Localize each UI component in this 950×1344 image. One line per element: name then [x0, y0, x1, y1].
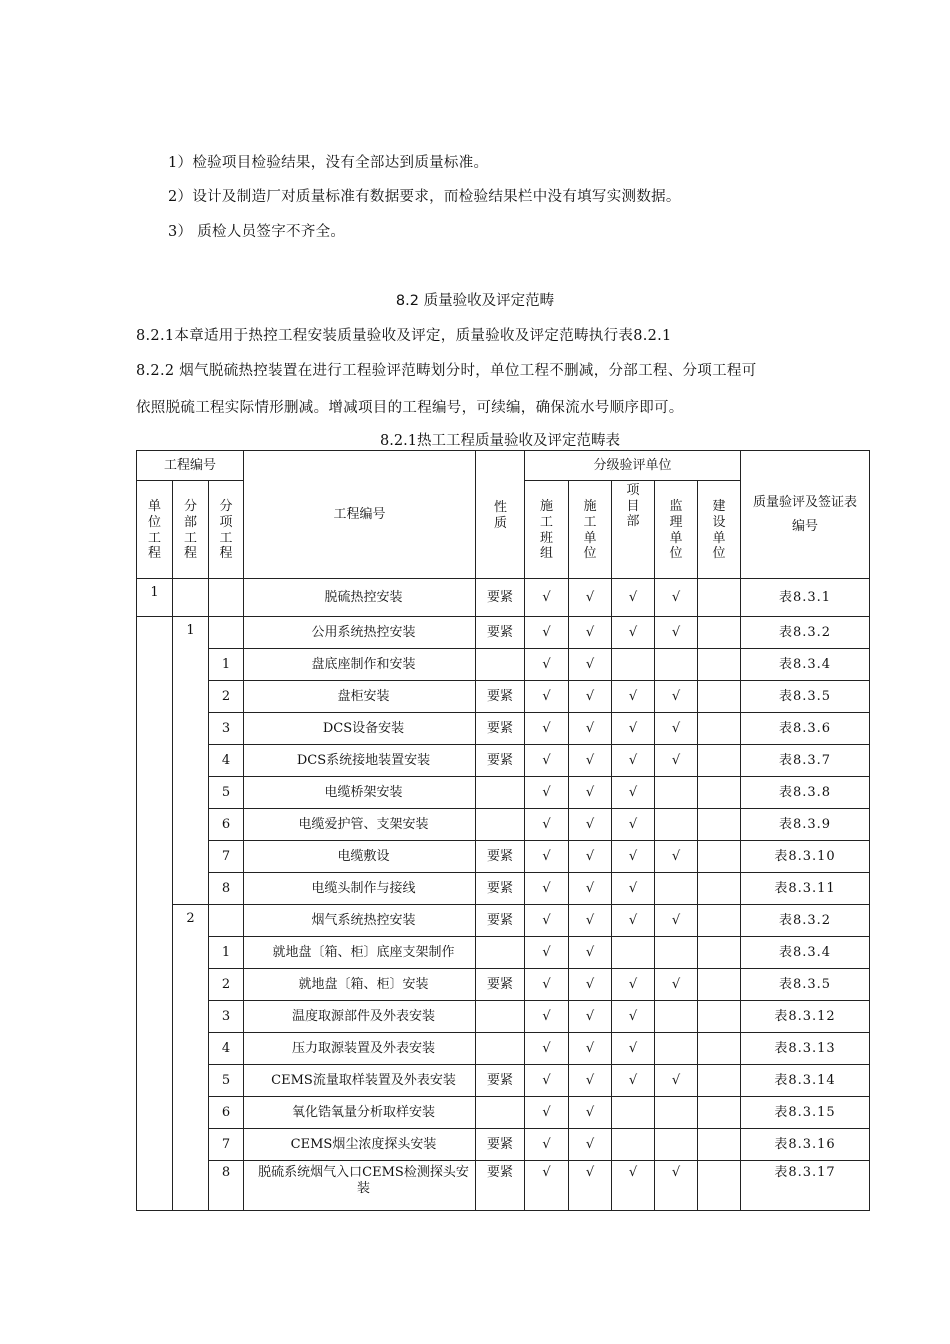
cell-unit-span [137, 617, 173, 1211]
cell-contractor: √ [569, 1033, 612, 1065]
cell-item: 8 [209, 1161, 244, 1211]
cell-supervisor [655, 1129, 698, 1161]
cell-project-dept: √ [612, 1065, 655, 1097]
cell-contractor: √ [569, 1161, 612, 1211]
cell-supervisor: √ [655, 969, 698, 1001]
cell-item: 8 [209, 873, 244, 905]
cell-form: 表8.3.6 [741, 713, 870, 745]
cell-supervisor: √ [655, 617, 698, 649]
cell-nature [476, 1097, 525, 1129]
cell-contractor: √ [569, 777, 612, 809]
cell-nature [476, 1001, 525, 1033]
cell-contractor: √ [569, 1097, 612, 1129]
cell-project-dept: √ [612, 809, 655, 841]
cell-team: √ [525, 809, 569, 841]
cell-team: √ [525, 1001, 569, 1033]
cell-team: √ [525, 617, 569, 649]
cell-owner [698, 1033, 741, 1065]
cell-form: 表8.3.2 [741, 617, 870, 649]
cell-division [173, 617, 209, 905]
cell-name: 电缆桥架安装 [244, 777, 476, 809]
cell-team: √ [525, 1065, 569, 1097]
cell-form: 表8.3.4 [741, 937, 870, 969]
header-group-code: 工程编号 [137, 451, 244, 481]
header-item: 分项工程 [209, 481, 244, 579]
cell-contractor: √ [569, 1001, 612, 1033]
cell-item: 5 [209, 777, 244, 809]
division-number: 1 [186, 623, 195, 638]
intro-item-2: 2）设计及制造厂对质量标准有数据要求，而检验结果栏中没有填写实测数据。 [168, 189, 681, 205]
cell-name: CEMS烟尘浓度探头安装 [244, 1129, 476, 1161]
cell-supervisor: √ [655, 713, 698, 745]
cell-form: 表8.3.7 [741, 745, 870, 777]
cell-nature: 要紧 [476, 1065, 525, 1097]
cell-name: 温度取源部件及外表安装 [244, 1001, 476, 1033]
cell-team: √ [525, 1161, 569, 1211]
cell-contractor: √ [569, 969, 612, 1001]
cell-team: √ [525, 1129, 569, 1161]
header-team: 施工班组 [525, 481, 569, 579]
cell-nature: 要紧 [476, 681, 525, 713]
cell-form: 表8.3.5 [741, 681, 870, 713]
cell-project-dept [612, 1129, 655, 1161]
cell-name: 就地盘〔箱、柜〕底座支架制作 [244, 937, 476, 969]
cell-project-dept: √ [612, 841, 655, 873]
header-form: 质量验评及签证表编号 [741, 451, 870, 579]
cell-team: √ [525, 969, 569, 1001]
cell-contractor: √ [569, 649, 612, 681]
cell-name: 盘底座制作和安装 [244, 649, 476, 681]
paragraph-8-2-1: 8.2.1本章适用于热控工程安装质量验收及评定，质量验收及评定范畴执行表8.2.1 [136, 328, 672, 344]
cell-item: 5 [209, 1065, 244, 1097]
cell-owner [698, 745, 741, 777]
cell-owner [698, 873, 741, 905]
cell-contractor: √ [569, 809, 612, 841]
cell-name: 氧化锆氧量分析取样安装 [244, 1097, 476, 1129]
cell-form: 表8.3.17 [741, 1161, 870, 1211]
cell-nature: 要紧 [476, 873, 525, 905]
table-row [137, 777, 870, 809]
header-contractor: 施工单位 [569, 481, 612, 579]
cell-owner [698, 1097, 741, 1129]
cell-item: 3 [209, 713, 244, 745]
cell-supervisor [655, 873, 698, 905]
cell-project-dept: √ [612, 713, 655, 745]
table-row [137, 1001, 870, 1033]
cell-project-dept: √ [612, 617, 655, 649]
cell-item: 6 [209, 809, 244, 841]
cell-nature: 要紧 [476, 841, 525, 873]
table-row [137, 905, 870, 937]
cell-team: √ [525, 745, 569, 777]
division-number: 2 [186, 911, 195, 926]
cell-project-dept [612, 1097, 655, 1129]
table-row [137, 1065, 870, 1097]
header-project-dept: 项目部 [612, 481, 655, 579]
cell-contractor: √ [569, 681, 612, 713]
cell-division [173, 905, 209, 1211]
section-title: 8.2 质量验收及评定范畴 [395, 293, 555, 309]
table-row [137, 681, 870, 713]
table-row [137, 969, 870, 1001]
cell-form: 表8.3.8 [741, 777, 870, 809]
cell-owner [698, 969, 741, 1001]
scope-table [136, 450, 870, 1211]
cell-contractor: √ [569, 579, 612, 617]
cell-item: 1 [209, 649, 244, 681]
cell-team: √ [525, 937, 569, 969]
cell-form: 表8.3.16 [741, 1129, 870, 1161]
cell-owner [698, 681, 741, 713]
cell-team: √ [525, 841, 569, 873]
cell-team: √ [525, 1097, 569, 1129]
cell-item [209, 905, 244, 937]
cell-name: 就地盘〔箱、柜〕安装 [244, 969, 476, 1001]
cell-supervisor [655, 649, 698, 681]
cell-item: 3 [209, 1001, 244, 1033]
cell-supervisor: √ [655, 681, 698, 713]
cell-name: DCS设备安装 [244, 713, 476, 745]
cell-owner [698, 1161, 741, 1211]
cell-form: 表8.3.4 [741, 649, 870, 681]
cell-team: √ [525, 873, 569, 905]
cell-name: DCS系统接地装置安装 [244, 745, 476, 777]
cell-owner [698, 579, 741, 617]
cell-nature: 要紧 [476, 1161, 525, 1211]
cell-owner [698, 777, 741, 809]
cell-nature: 要紧 [476, 617, 525, 649]
cell-owner [698, 617, 741, 649]
cell-item: 4 [209, 1033, 244, 1065]
cell-form: 表8.3.10 [741, 841, 870, 873]
cell-form: 表8.3.11 [741, 873, 870, 905]
cell-contractor: √ [569, 905, 612, 937]
table-row [137, 1033, 870, 1065]
header-name: 工程编号 [244, 451, 476, 579]
table-row [137, 579, 870, 617]
table-row [137, 617, 870, 649]
cell-item: 4 [209, 745, 244, 777]
cell-team: √ [525, 713, 569, 745]
header-level-group: 分级验评单位 [525, 451, 741, 481]
cell-supervisor: √ [655, 745, 698, 777]
intro-item-3: 3） 质检人员签字不齐全。 [168, 224, 346, 240]
cell-form: 表8.3.5 [741, 969, 870, 1001]
cell-item: 2 [209, 969, 244, 1001]
intro-item-1: 1）检验项目检验结果，没有全部达到质量标准。 [168, 155, 489, 171]
cell-contractor: √ [569, 745, 612, 777]
header-nature: 性质 [476, 451, 525, 579]
cell-owner [698, 1001, 741, 1033]
cell-team: √ [525, 1033, 569, 1065]
table-row [137, 1129, 870, 1161]
cell-project-dept: √ [612, 777, 655, 809]
cell-project-dept: √ [612, 1161, 655, 1211]
cell-item: 1 [209, 937, 244, 969]
cell-name: 电缆敷设 [244, 841, 476, 873]
cell-team: √ [525, 579, 569, 617]
paragraph-8-2-2-cont: 依照脱硫工程实际情形删减。增减项目的工程编号，可续编，确保流水号顺序即可。 [136, 400, 684, 416]
cell-project-dept [612, 937, 655, 969]
cell-project-dept: √ [612, 905, 655, 937]
table-row [137, 713, 870, 745]
cell-name: 电缆爱护管、支架安装 [244, 809, 476, 841]
paragraph-8-2-2: 8.2.2 烟气脱硫热控装置在进行工程验评范畴划分时，单位工程不删减，分部工程、分项工程可 [136, 363, 757, 379]
table-row [137, 937, 870, 969]
cell-project-dept: √ [612, 681, 655, 713]
cell-form: 表8.3.14 [741, 1065, 870, 1097]
table-row [137, 841, 870, 873]
cell-team: √ [525, 681, 569, 713]
cell-owner [698, 905, 741, 937]
cell-project-dept: √ [612, 579, 655, 617]
cell-item: 7 [209, 1129, 244, 1161]
cell-unit: 1 [137, 579, 173, 617]
cell-item: 6 [209, 1097, 244, 1129]
cell-form: 表8.3.12 [741, 1001, 870, 1033]
cell-form: 表8.3.13 [741, 1033, 870, 1065]
cell-division [173, 579, 209, 617]
cell-nature: 要紧 [476, 745, 525, 777]
header-division: 分部工程 [173, 481, 209, 579]
cell-name: 烟气系统热控安装 [244, 905, 476, 937]
header-owner: 建设单位 [698, 481, 741, 579]
cell-supervisor: √ [655, 579, 698, 617]
cell-supervisor [655, 809, 698, 841]
cell-nature: 要紧 [476, 1129, 525, 1161]
cell-name: 盘柜安装 [244, 681, 476, 713]
cell-project-dept: √ [612, 1001, 655, 1033]
cell-team: √ [525, 905, 569, 937]
cell-name: CEMS流量取样装置及外表安装 [244, 1065, 476, 1097]
cell-project-dept [612, 649, 655, 681]
cell-name: 脱硫系统烟气入口CEMS检测探头安装 [244, 1161, 476, 1211]
header-supervisor: 监理单位 [655, 481, 698, 579]
cell-name: 脱硫热控安装 [244, 579, 476, 617]
cell-owner [698, 1065, 741, 1097]
cell-project-dept: √ [612, 969, 655, 1001]
cell-team: √ [525, 649, 569, 681]
cell-owner [698, 713, 741, 745]
cell-item: 7 [209, 841, 244, 873]
cell-owner [698, 1129, 741, 1161]
cell-supervisor: √ [655, 1161, 698, 1211]
cell-contractor: √ [569, 841, 612, 873]
cell-nature [476, 649, 525, 681]
table-row [137, 1161, 870, 1211]
cell-supervisor [655, 1001, 698, 1033]
cell-form: 表8.3.2 [741, 905, 870, 937]
cell-supervisor [655, 937, 698, 969]
cell-project-dept: √ [612, 1033, 655, 1065]
cell-name: 压力取源装置及外表安装 [244, 1033, 476, 1065]
cell-contractor: √ [569, 937, 612, 969]
cell-name: 公用系统热控安装 [244, 617, 476, 649]
cell-project-dept: √ [612, 745, 655, 777]
table-caption: 8.2.1热工工程质量验收及评定范畴表 [380, 433, 620, 449]
cell-supervisor [655, 777, 698, 809]
table-row [137, 745, 870, 777]
cell-form: 表8.3.15 [741, 1097, 870, 1129]
table-row [137, 1097, 870, 1129]
header-unit: 单位工程 [137, 481, 173, 579]
cell-item [209, 617, 244, 649]
cell-form: 表8.3.1 [741, 579, 870, 617]
cell-nature [476, 809, 525, 841]
table-row [137, 809, 870, 841]
cell-owner [698, 649, 741, 681]
cell-owner [698, 937, 741, 969]
table-row [137, 873, 870, 905]
cell-supervisor: √ [655, 1065, 698, 1097]
table-row [137, 649, 870, 681]
cell-item: 2 [209, 681, 244, 713]
cell-nature: 要紧 [476, 579, 525, 617]
cell-supervisor: √ [655, 905, 698, 937]
cell-nature [476, 1033, 525, 1065]
cell-owner [698, 809, 741, 841]
cell-nature [476, 937, 525, 969]
cell-owner [698, 841, 741, 873]
cell-contractor: √ [569, 617, 612, 649]
cell-name: 电缆头制作与接线 [244, 873, 476, 905]
cell-nature: 要紧 [476, 905, 525, 937]
cell-contractor: √ [569, 713, 612, 745]
cell-supervisor: √ [655, 841, 698, 873]
cell-nature [476, 777, 525, 809]
cell-supervisor [655, 1097, 698, 1129]
cell-contractor: √ [569, 873, 612, 905]
cell-contractor: √ [569, 1065, 612, 1097]
cell-team: √ [525, 777, 569, 809]
cell-contractor: √ [569, 1129, 612, 1161]
cell-supervisor [655, 1033, 698, 1065]
cell-form: 表8.3.9 [741, 809, 870, 841]
cell-project-dept: √ [612, 873, 655, 905]
cell-item [209, 579, 244, 617]
cell-nature: 要紧 [476, 713, 525, 745]
cell-nature: 要紧 [476, 969, 525, 1001]
